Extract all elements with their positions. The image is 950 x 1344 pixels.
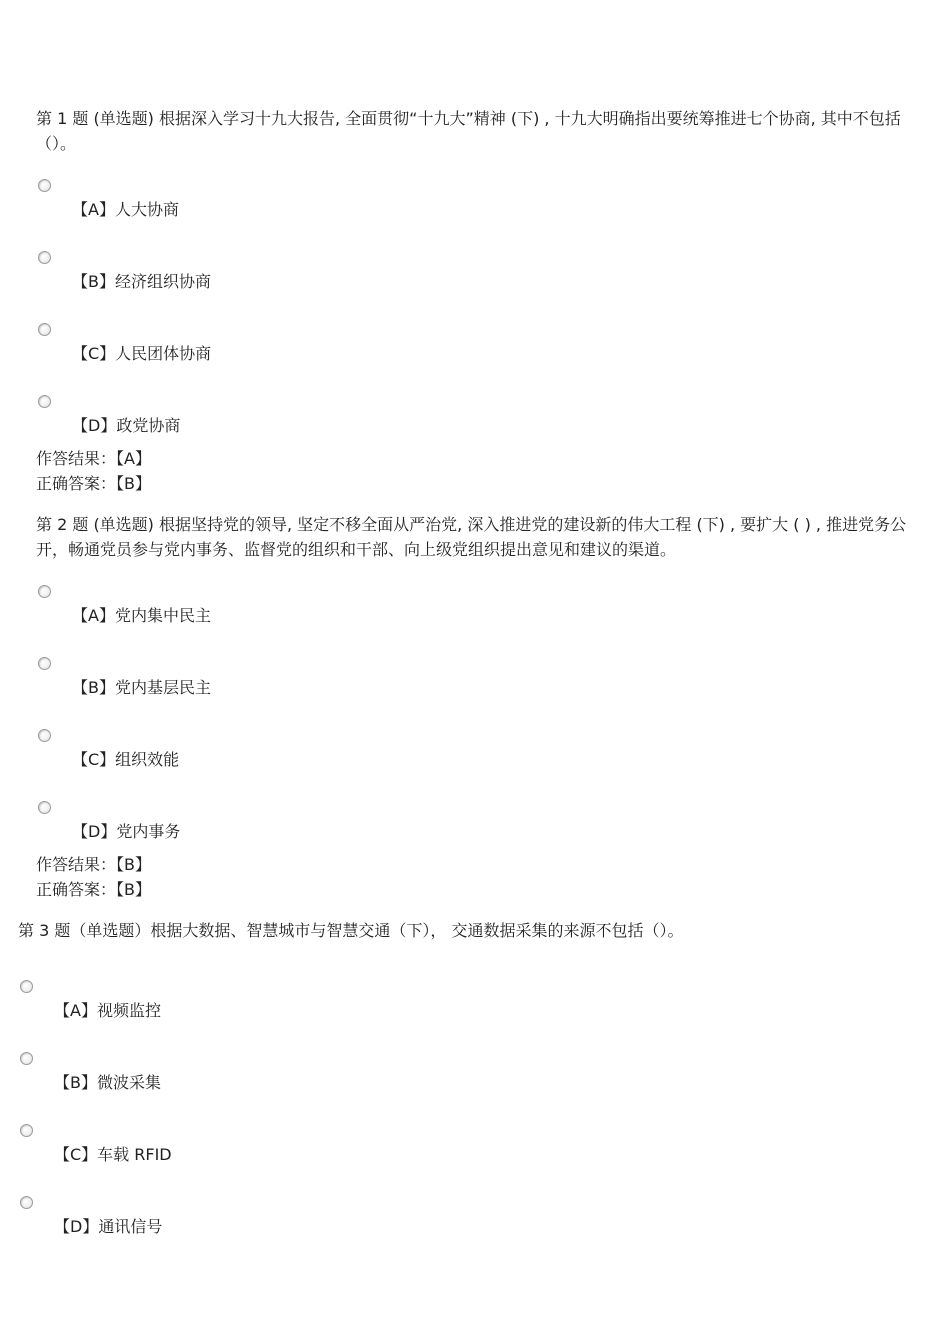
radio-button[interactable] xyxy=(38,251,51,264)
result-label: 作答结果： xyxy=(36,855,117,874)
question-3 xyxy=(18,918,922,1247)
option-d[interactable] xyxy=(36,374,922,446)
radio-button[interactable] xyxy=(38,323,51,336)
answer-block xyxy=(36,446,922,496)
option-c[interactable] xyxy=(36,302,922,374)
correct-answer-value: 【B】 xyxy=(116,880,151,899)
radio-button[interactable] xyxy=(38,179,51,192)
option-label: 【B】党内基层民主 xyxy=(72,678,211,697)
question-stem: 第 1 题 (单选题) 根据深入学习十九大报告, 全面贯彻“十九大”精神 (下) , 十九大明确指出要统筹推进七个协商, 其中不包括（）。 xyxy=(36,109,901,153)
radio-button[interactable] xyxy=(38,729,51,742)
option-a[interactable] xyxy=(36,564,922,636)
question-1 xyxy=(36,106,922,496)
question-stem: 第 2 题 (单选题) 根据坚持党的领导, 坚定不移全面从严治党, 深入推进党的建设新的伟大工程 (下) , 要扩大 ( ) , 推进党务公开，畅通党员参与党内事务、监督党的组织和干部、向上级党组织提出意见和建议的渠道。 xyxy=(36,515,907,559)
question-2 xyxy=(36,512,922,902)
correct-answer-label: 正确答案： xyxy=(36,880,117,899)
option-label: 【D】通讯信号 xyxy=(54,1217,163,1236)
option-d[interactable] xyxy=(36,780,922,852)
option-list xyxy=(18,943,922,1247)
radio-button[interactable] xyxy=(38,395,51,408)
radio-button[interactable] xyxy=(20,1124,33,1137)
option-a[interactable] xyxy=(36,158,922,230)
question-stem: 第 3 题（单选题）根据大数据、智慧城市与智慧交通（下）， 交通数据采集的来源不包括（）。 xyxy=(18,921,684,940)
option-label: 【B】微波采集 xyxy=(54,1073,161,1092)
option-label: 【C】组织效能 xyxy=(72,750,180,769)
radio-button[interactable] xyxy=(20,1196,33,1209)
correct-answer-line xyxy=(36,877,922,902)
radio-button[interactable] xyxy=(38,801,51,814)
result-line xyxy=(36,446,922,471)
radio-button[interactable] xyxy=(38,585,51,598)
answer-block xyxy=(36,852,922,902)
option-d[interactable] xyxy=(18,1175,922,1247)
option-label: 【C】人民团体协商 xyxy=(72,344,212,363)
result-value: 【A】 xyxy=(116,449,151,468)
radio-button[interactable] xyxy=(20,1052,33,1065)
radio-button[interactable] xyxy=(38,657,51,670)
result-value: 【B】 xyxy=(116,855,151,874)
option-label: 【D】政党协商 xyxy=(72,416,181,435)
result-line xyxy=(36,852,922,877)
option-list xyxy=(36,562,922,852)
option-b[interactable] xyxy=(18,1031,922,1103)
option-c[interactable] xyxy=(36,708,922,780)
option-a[interactable] xyxy=(18,959,922,1031)
option-c[interactable] xyxy=(18,1103,922,1175)
correct-answer-label: 正确答案： xyxy=(36,474,117,493)
option-list xyxy=(36,156,922,446)
option-b[interactable] xyxy=(36,636,922,708)
option-label: 【A】视频监控 xyxy=(54,1001,161,1020)
correct-answer-value: 【B】 xyxy=(116,474,151,493)
option-label: 【D】党内事务 xyxy=(72,822,181,841)
option-label: 【B】经济组织协商 xyxy=(72,272,211,291)
option-label: 【A】人大协商 xyxy=(72,200,179,219)
radio-button[interactable] xyxy=(20,980,33,993)
correct-answer-line xyxy=(36,471,922,496)
option-label: 【A】党内集中民主 xyxy=(72,606,211,625)
result-label: 作答结果： xyxy=(36,449,117,468)
option-b[interactable] xyxy=(36,230,922,302)
option-label: 【C】车载 RFID xyxy=(54,1145,172,1164)
